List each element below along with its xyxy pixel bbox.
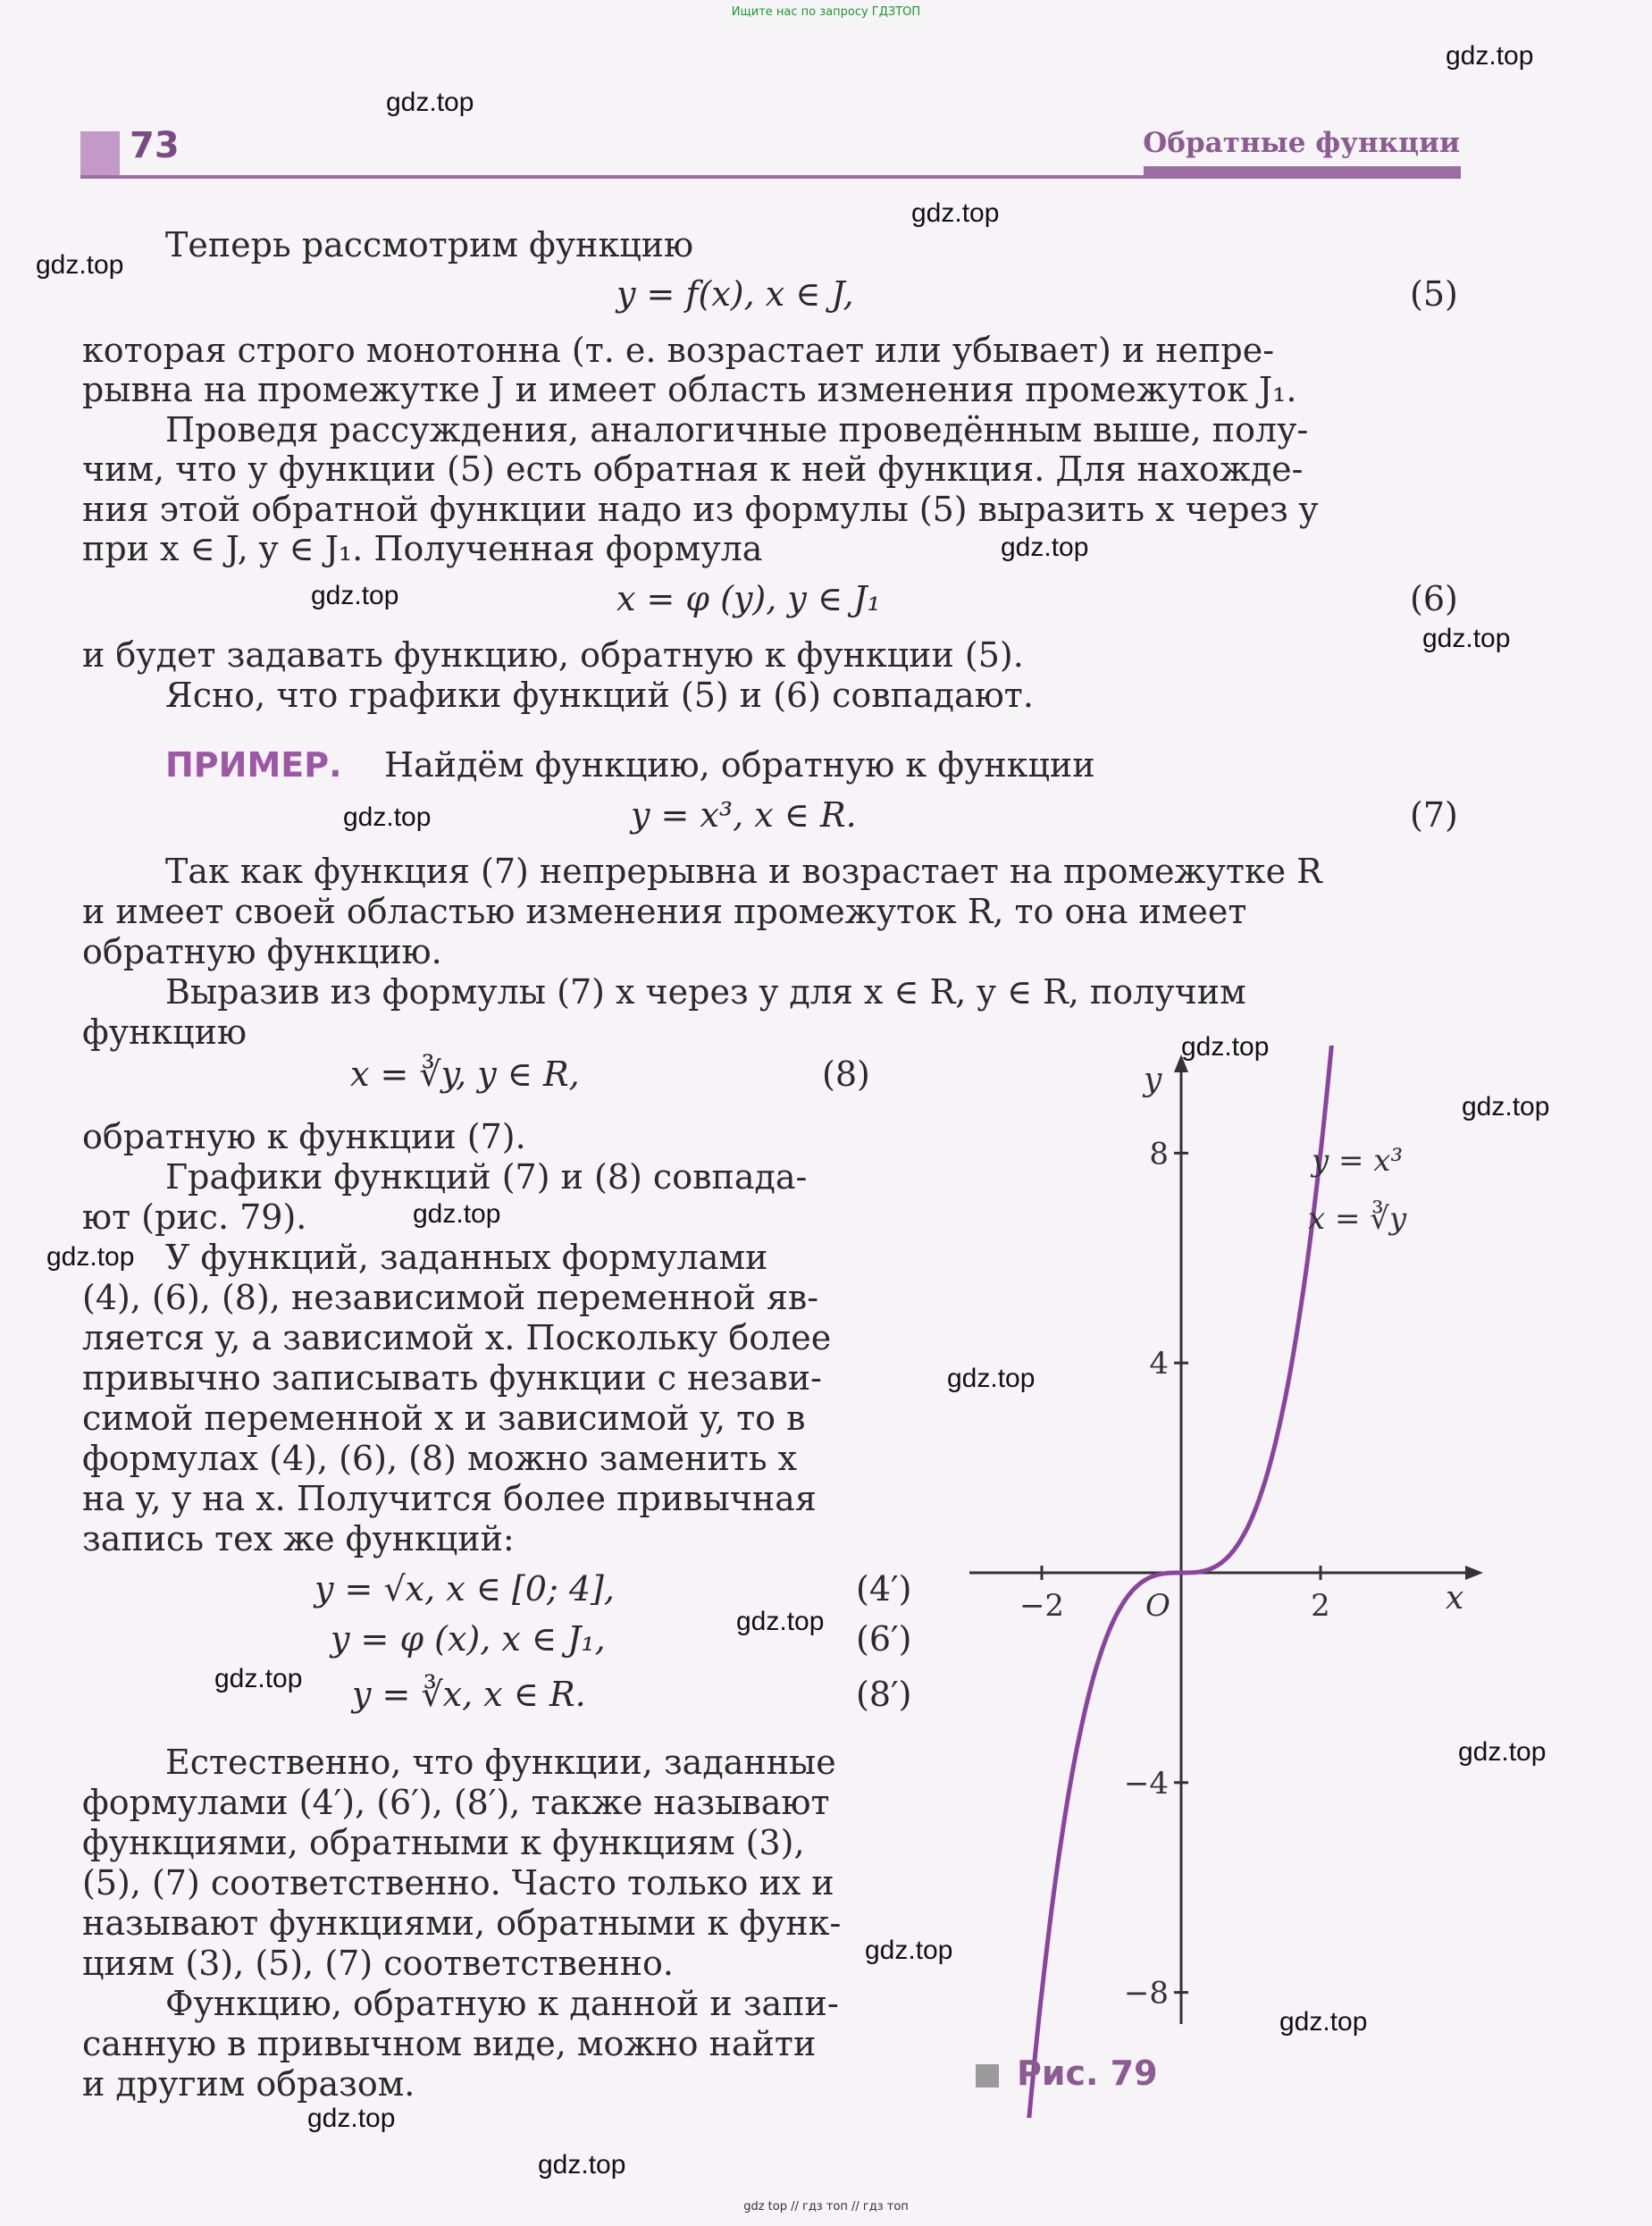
- figure-79-graph: [947, 1046, 1483, 2118]
- y-tick-label: −8: [1123, 1975, 1169, 2012]
- x-axis-arrow-icon: [1465, 1566, 1483, 1580]
- watermark: gdz.top: [46, 1242, 135, 1272]
- x-axis-label: x: [1446, 1580, 1464, 1617]
- curve-label-cube: y = x³: [1312, 1143, 1404, 1179]
- top-banner: Ищите нас по запросу ГДЗТОП: [731, 5, 921, 19]
- watermark: gdz.top: [1462, 1092, 1550, 1121]
- watermark: gdz.top: [307, 2104, 396, 2133]
- paragraph-line: называют функциями, обратными к функ-: [82, 1903, 842, 1943]
- formula-number: (6): [1410, 579, 1458, 618]
- paragraph-line: функцию: [82, 1012, 247, 1052]
- paragraph-line: и будет задавать функцию, обратную к функции (5).: [82, 635, 1024, 675]
- paragraph-line: Функцию, обратную к данной и запи-: [165, 1984, 839, 2023]
- paragraph-line: ют (рис. 79).: [82, 1197, 307, 1237]
- watermark: gdz.top: [214, 1664, 303, 1693]
- paragraph-line: Так как функция (7) непрерывна и возрастает на промежутке R: [165, 852, 1322, 891]
- paragraph-line: обратную функцию.: [82, 932, 442, 971]
- watermark: gdz.top: [1422, 624, 1511, 653]
- page-number-marker: [80, 131, 120, 176]
- watermark: gdz.top: [865, 1936, 953, 1965]
- formula-number: (5): [1410, 274, 1458, 314]
- paragraph-line: и имеет своей областью изменения промежуток R, то она имеет: [82, 892, 1247, 931]
- y-tick-label: 8: [1149, 1136, 1169, 1172]
- paragraph-line: Графики функций (7) и (8) совпада-: [165, 1157, 808, 1197]
- paragraph-line: Выразив из формулы (7) x через y для x ∈ R, y ∈ R, получим: [165, 972, 1246, 1012]
- origin-label: O: [1145, 1588, 1170, 1624]
- watermark: gdz.top: [311, 581, 399, 610]
- paragraph-line: Теперь рассмотрим функцию: [165, 225, 694, 265]
- formula-number: (8′): [856, 1675, 912, 1714]
- paragraph-line: Ясно, что графики функций (5) и (6) совпадают.: [165, 676, 1034, 715]
- figure-caption-marker: [976, 2064, 999, 2087]
- paragraph-line: (4), (6), (8), независимой переменной яв-: [82, 1278, 819, 1317]
- example-label: ПРИМЕР.: [165, 745, 342, 785]
- formula-number: (4′): [856, 1569, 912, 1609]
- paragraph-line: Найдём функцию, обратную к функции: [384, 745, 1095, 785]
- paragraph-line: которая строго монотонна (т. е. возрастает или убывает) и непре-: [82, 331, 1275, 370]
- formula-8: x = ∛y, y ∈ R,: [350, 1054, 580, 1094]
- paragraph-line: привычно записывать функции с незави-: [82, 1358, 822, 1398]
- y-tick-label: 4: [1149, 1346, 1169, 1382]
- paragraph-line: формулами (4′), (6′), (8′), также называют: [82, 1783, 830, 1822]
- section-title: Обратные функции: [1143, 127, 1460, 159]
- paragraph-line: при x ∈ J, y ∈ J₁. Полученная формула: [82, 529, 763, 568]
- formula-6: x = φ (y), y ∈ J₁: [616, 579, 881, 618]
- formula-number: (6′): [856, 1619, 912, 1659]
- paragraph-line: Естественно, что функции, заданные: [165, 1743, 836, 1782]
- watermark: gdz.top: [1181, 1032, 1270, 1062]
- paragraph-line: и другим образом.: [82, 2064, 415, 2104]
- paragraph-line: на y, y на x. Получится более привычная: [82, 1479, 817, 1518]
- watermark: gdz.top: [386, 88, 474, 117]
- paragraph-line: Проведя рассуждения, аналогичные проведённым выше, полу-: [165, 410, 1309, 449]
- paragraph-line: ния этой обратной функции надо из формулы (5) выразить x через y: [82, 490, 1319, 529]
- watermark: gdz.top: [947, 1364, 1036, 1393]
- watermark: gdz.top: [1458, 1737, 1547, 1767]
- x-tick-label: 2: [1311, 1588, 1330, 1624]
- watermark: gdz.top: [36, 250, 124, 280]
- watermark: gdz.top: [343, 802, 432, 832]
- paragraph-line: ляется y, а зависимой x. Поскольку более: [82, 1318, 832, 1357]
- formula-5: y = f(x), x ∈ J,: [616, 274, 854, 314]
- formula-number: (7): [1410, 795, 1458, 835]
- axes: [969, 1054, 1483, 2024]
- paragraph-line: чим, что у функции (5) есть обратная к ней функция. Для нахожде-: [82, 449, 1304, 489]
- paragraph-line: формулах (4), (6), (8) можно заменить x: [82, 1439, 798, 1478]
- watermark: gdz.top: [911, 198, 1000, 228]
- paragraph-line: функциями, обратными к функциям (3),: [82, 1823, 805, 1862]
- paragraph-line: обратную к функции (7).: [82, 1117, 526, 1156]
- y-tick-label: −4: [1123, 1765, 1169, 1802]
- watermark: gdz.top: [1279, 2007, 1368, 2037]
- header-rule: [80, 175, 1461, 179]
- bottom-banner: gdz top // гдз топ // гдз топ: [743, 2200, 909, 2213]
- formula-6-prime: y = φ (x), x ∈ J₁,: [331, 1619, 606, 1659]
- axis-labels: [1142, 1062, 1463, 1624]
- page-number: 73: [130, 125, 180, 166]
- paragraph-line: симой переменной x и зависимой y, то в: [82, 1399, 806, 1438]
- formula-4-prime: y = √x, x ∈ [0; 4],: [314, 1569, 615, 1609]
- curve-label-cube-root: x = ∛y: [1308, 1201, 1407, 1237]
- watermark: gdz.top: [1001, 533, 1089, 562]
- y-axis-label: y: [1144, 1062, 1162, 1098]
- watermark: gdz.top: [413, 1199, 501, 1229]
- watermark: gdz.top: [736, 1607, 825, 1636]
- paragraph-line: (5), (7) соответственно. Часто только их и: [82, 1863, 834, 1903]
- paragraph-line: циям (3), (5), (7) соответственно.: [82, 1944, 675, 1983]
- paragraph-line: запись тех же функций:: [82, 1519, 515, 1558]
- watermark: gdz.top: [1446, 41, 1534, 71]
- paragraph-line: санную в привычном виде, можно найти: [82, 2024, 817, 2063]
- figure-caption: Рис. 79: [1017, 2054, 1158, 2093]
- y-axis-arrow-icon: [1174, 1054, 1188, 1072]
- paragraph-line: У функций, заданных формулами: [165, 1238, 768, 1277]
- formula-8-prime: y = ∛x, x ∈ R.: [352, 1675, 586, 1714]
- paragraph-line: рывна на промежутке J и имеет область изменения промежуток J₁.: [82, 370, 1297, 409]
- formula-number: (8): [822, 1054, 870, 1094]
- x-tick-label: −2: [1019, 1588, 1065, 1624]
- watermark: gdz.top: [538, 2150, 626, 2180]
- formula-7: y = x³, x ∈ R.: [631, 795, 857, 835]
